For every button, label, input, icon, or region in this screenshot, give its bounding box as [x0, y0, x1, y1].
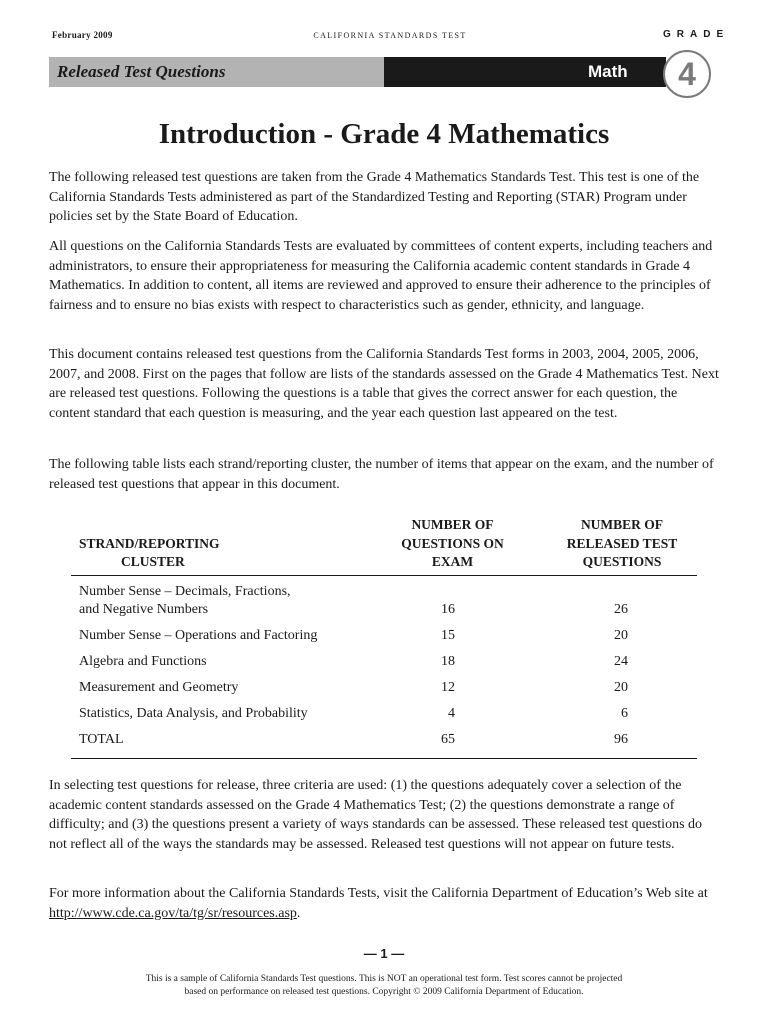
footer-disclaimer-line2: based on performance on released test questions. Copyright © 2009 California Department of Education.	[184, 987, 584, 997]
row-1-released: 20	[614, 628, 628, 643]
row-total-released: 96	[614, 732, 628, 747]
test-name: CALIFORNIA STANDARDS TEST	[313, 31, 467, 40]
header-released-line1: NUMBER OF	[580, 517, 664, 532]
header-strand-line2: CLUSTER	[121, 554, 185, 569]
row-0-released: 26	[614, 602, 628, 617]
row-1-strand: Number Sense – Operations and Factoring	[79, 628, 318, 643]
row-0-strand-line2: and Negative Numbers	[79, 602, 209, 617]
release-criteria-paragraph: In selecting test questions for release, three criteria are used: (1) the questions adequately cover a selection of the academic content standards assessed on the Grade 4 Mathematics Test; (2) the questions demonstrate a range of difficulty; and (3) the questions present a variety of ways standards can be assessed. These released test questions do not reflect all of the ways the standards may be assessed. Released test questions will not appear on future tests.	[49, 778, 703, 852]
row-3-released: 20	[614, 680, 628, 695]
table-top-rule	[71, 575, 697, 576]
more-info-text: For more information about the California Standards Tests, visit the California Department of Education’s Web site at	[49, 886, 708, 901]
header-released-line2: RELEASED TEST	[566, 535, 678, 551]
more-info-period: .	[296, 905, 301, 921]
row-total-strand: TOTAL	[79, 732, 124, 747]
header-strand-line1: STRAND/REPORTING	[79, 536, 220, 551]
header-questions	[370, 516, 535, 572]
row-1-questions: 15	[441, 628, 455, 643]
grade-label: GRADE	[663, 29, 730, 40]
row-0-strand-line1: Number Sense – Decimals, Fractions,	[79, 584, 291, 599]
grade-number-badge: 4	[663, 50, 711, 98]
row-2-questions: 18	[441, 654, 455, 669]
row-4-released: 6	[621, 706, 628, 721]
cde-resources-link[interactable]: http://www.cde.ca.gov/ta/tg/sr/resources.asp	[49, 905, 297, 921]
banner-title: Released Test Questions	[57, 62, 226, 81]
table-bottom-rule	[71, 758, 697, 759]
header-questions-line2: QUESTIONS ON	[401, 535, 504, 551]
publication-date: February 2009	[52, 30, 113, 40]
row-total-questions: 65	[441, 732, 455, 747]
row-2-strand: Algebra and Functions	[79, 654, 207, 669]
footer-disclaimer	[0, 973, 768, 999]
subject-label: Math	[588, 62, 628, 81]
row-0-questions: 16	[441, 602, 455, 617]
footer-disclaimer-line1: This is a sample of California Standards Test questions. This is NOT an operational test form. Test scores cannot be projected	[145, 974, 623, 984]
header-questions-line3: EXAM	[431, 554, 474, 569]
intro-paragraph-1: The following released test questions are taken from the Grade 4 Mathematics Standards Test. This test is one of the California Standards Tests administered as part of the Standardized Testing and Reporting (STAR) Program under policies set by the State Board of Education.	[49, 170, 700, 224]
row-3-questions: 12	[441, 680, 455, 695]
row-3-strand: Measurement and Geometry	[79, 680, 239, 695]
row-4-questions: 4	[448, 706, 455, 721]
intro-paragraph-3: This document contains released test questions from the California Standards Test forms in 2003, 2004, 2005, 2006, 2007, and 2008. First on the pages that follow are lists of the standards assessed on the Grade 4 Mathematics Test. Next are released test questions. Following the questions is a table that gives the correct answer for each question, the content standard that each question is measuring, and the year each question last appeared on the test.	[49, 347, 719, 421]
header-released-line3: QUESTIONS	[582, 554, 662, 569]
more-info-paragraph	[49, 884, 721, 923]
page-number: — 1 —	[363, 946, 405, 961]
header-questions-line1: NUMBER OF	[411, 517, 494, 532]
row-2-released: 24	[614, 654, 628, 669]
header-released	[540, 516, 704, 572]
row-4-strand: Statistics, Data Analysis, and Probability	[79, 706, 308, 721]
page-title: Introduction - Grade 4 Mathematics	[158, 118, 610, 150]
intro-paragraph-4: The following table lists each strand/reporting cluster, the number of items that appear on the exam, and the number of released test questions that appear in this document.	[49, 457, 714, 492]
intro-paragraph-2: All questions on the California Standards Tests are evaluated by committees of content experts, including teachers and administrators, to ensure their appropriateness for measuring the California academic content standards in Grade 4 Mathematics. In addition to content, all items are reviewed and approved to ensure their adherence to the principles of fairness and to ensure no bias exists with respect to characteristics such as gender, ethnicity, and language.	[49, 239, 713, 313]
